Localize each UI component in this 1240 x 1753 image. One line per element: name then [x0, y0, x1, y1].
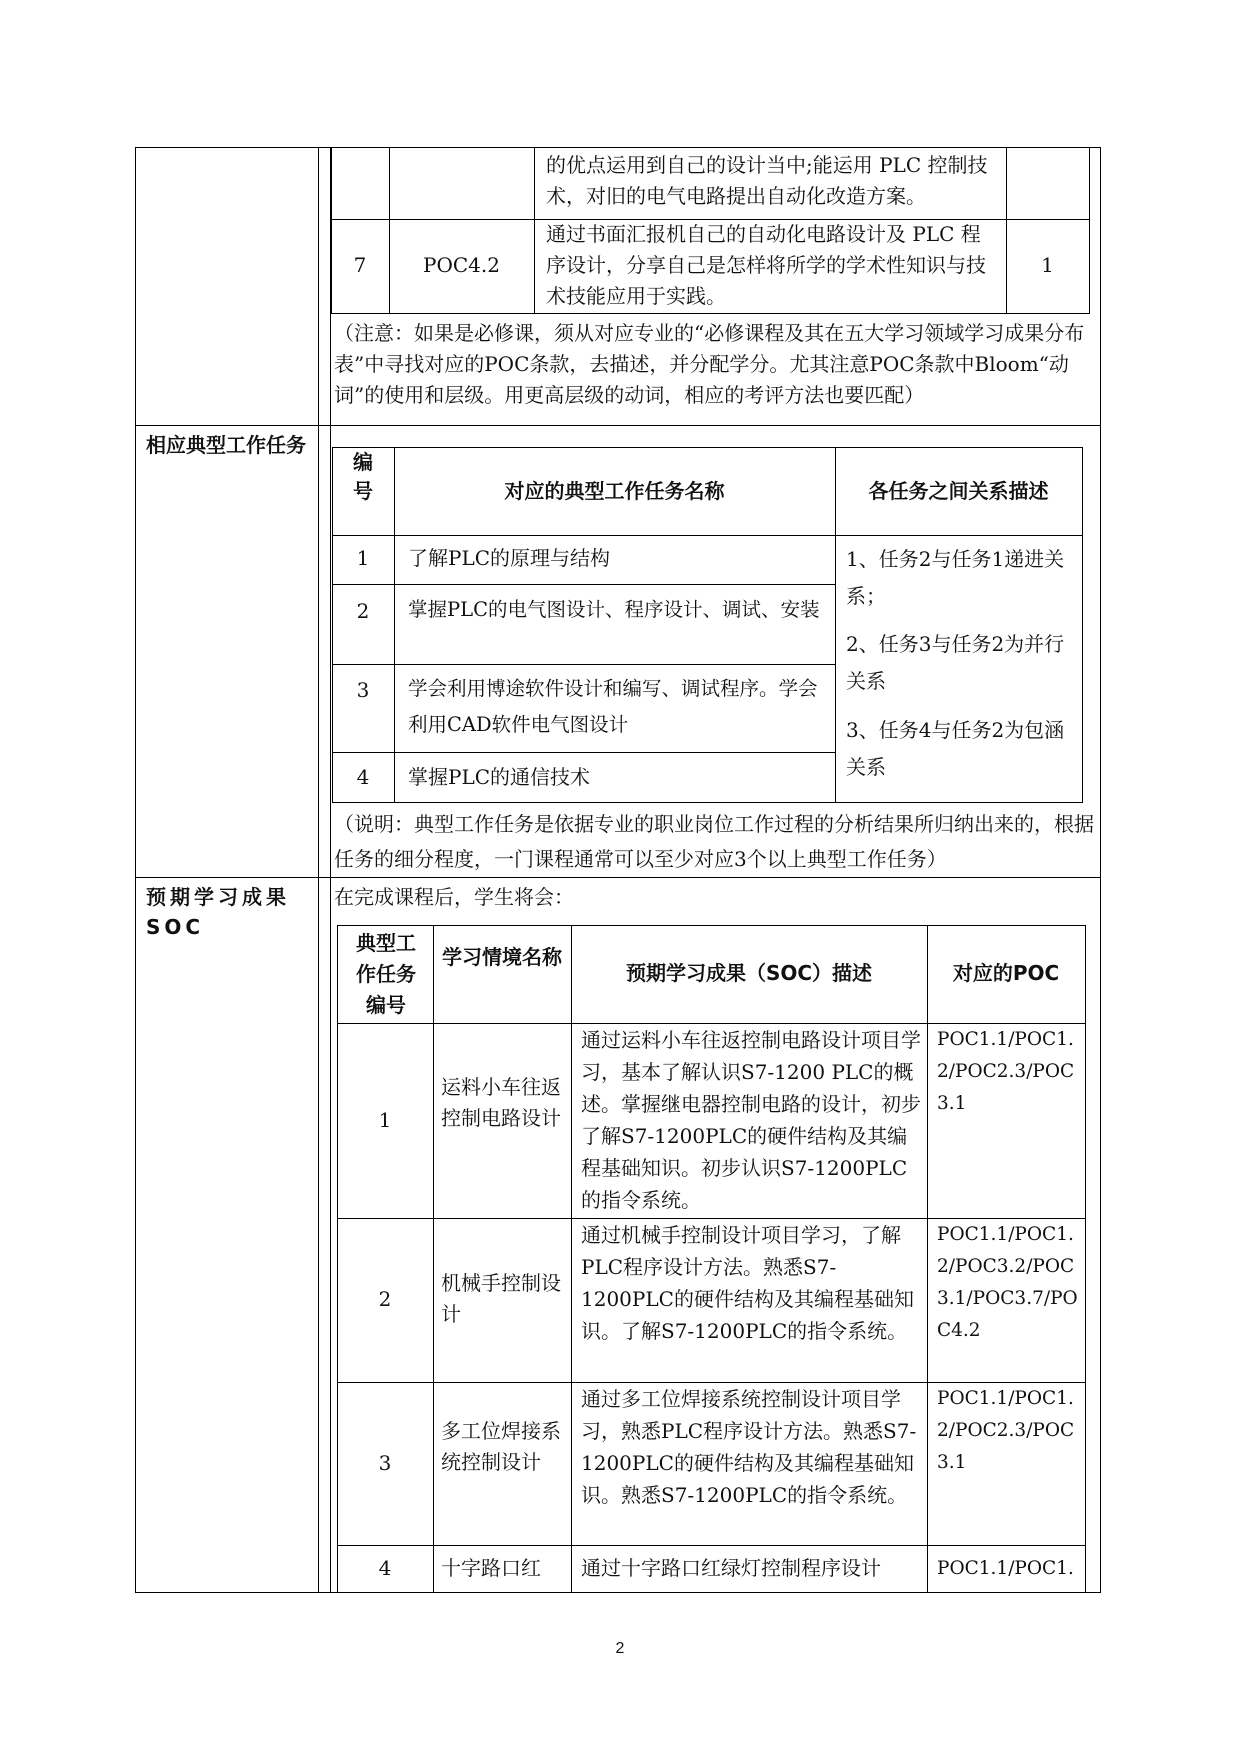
soc-intro: 在完成课程后，学生将会： [334, 885, 574, 909]
soc-task-number: 1 [378, 1108, 392, 1132]
page-number: 2 [615, 1640, 625, 1657]
work-task-number: 3 [356, 678, 370, 702]
soc-desc: 通过运料小车往返控制电路设计项目学习，基本了解认识S7-1200 PLC的概述。掌握继电器控制电路的设计，初步了解S7-1200PLC的硬件结构及其编程基础知识。初步认识S7-1200PLC的指令系统。 [581, 1028, 921, 1212]
task-relation: 3、任务4与任务2为包涵关系 [846, 718, 1065, 779]
soc-desc: 通过多工位焊接系统控制设计项目学习，熟悉PLC程序设计方法。熟悉S7-1200PLC的硬件结构及其编程基础知识。熟悉S7-1200PLC的指令系统。 [581, 1387, 917, 1507]
soc-context: 运料小车往返控制电路设计 [441, 1075, 561, 1130]
soc-header-context: 学习情境名称 [442, 945, 562, 969]
poc-row-desc: 通过书面汇报机自己的自动化电路设计及 PLC 程序设计，分享自己是怎样将所学的学术性知识与技术技能应用于实践。 [546, 222, 986, 308]
soc-task-number: 2 [378, 1287, 392, 1311]
soc-context: 十字路口红 [441, 1556, 541, 1580]
work-tasks-label: 相应典型工作任务 [146, 433, 306, 457]
poc-note: （注意：如果是必修课，须从对应专业的“必修课程及其在五大学习领域学习成果分布表”中寻找对应的POC条款，去描述，并分配学分。尤其注意POC条款中Bloom“动词”的使用和层级。用更高层级的动词，相应的考评方法也要匹配） [334, 321, 1085, 407]
poc-row-credit: 1 [1041, 253, 1054, 277]
poc-row-code: POC4.2 [423, 253, 500, 277]
work-task-name: 了解PLC的原理与结构 [408, 546, 611, 570]
soc-desc: 通过十字路口红绿灯控制程序设计 [581, 1556, 881, 1580]
soc-poc: POC1.1/POC1. [937, 1558, 1074, 1579]
poc-row-number: 7 [353, 253, 367, 277]
soc-poc: POC1.1/POC1.2/POC2.3/POC3.1 [937, 1029, 1075, 1114]
work-task-number: 1 [356, 546, 370, 570]
work-tasks-header-relation: 各任务之间关系描述 [868, 479, 1049, 503]
soc-header-poc: 对应的POC [952, 961, 1060, 985]
work-task-name: 掌握PLC的电气图设计、程序设计、调试、安装 [408, 598, 820, 621]
soc-header-task-no: 典型工作任务编号 [356, 931, 416, 1017]
work-task-name: 掌握PLC的通信技术 [408, 765, 591, 789]
work-tasks-note: （说明：典型工作任务是依据专业的职业岗位工作过程的分析结果所归纳出来的，根据任务的细分程度，一门课程通常可以至少对应3个以上典型工作任务） [334, 812, 1094, 871]
soc-label [146, 882, 314, 942]
work-task-number: 2 [356, 599, 370, 623]
work-task-name: 学会利用博途软件设计和编写、调试程序。学会利用CAD软件电气图设计 [408, 677, 818, 736]
soc-context: 机械手控制设计 [441, 1271, 561, 1326]
soc-context: 多工位焊接系统控制设计 [441, 1419, 561, 1474]
work-tasks-header-name: 对应的典型工作任务名称 [504, 479, 725, 503]
task-relation: 1、任务2与任务1递进关系； [846, 547, 1065, 608]
soc-task-number: 3 [378, 1451, 392, 1475]
soc-desc: 通过机械手控制设计项目学习，了解PLC程序设计方法。熟悉S7-1200PLC的硬件结构及其编程基础知识。了解S7-1200PLC的指令系统。 [581, 1223, 914, 1343]
poc-row-desc: 的优点运用到自己的设计当中;能运用 PLC 控制技术，对旧的电气电路提出自动化改造方案。 [546, 153, 988, 208]
soc-task-number: 4 [378, 1556, 392, 1580]
task-relation: 2、任务3与任务2为并行关系 [846, 632, 1065, 693]
soc-label-text: 预期学习成果SOC [146, 885, 290, 939]
soc-poc: POC1.1/POC1.2/POC2.3/POC3.1 [937, 1388, 1075, 1473]
soc-poc: POC1.1/POC1.2/POC3.2/POC3.1/POC3.7/POC4.2 [937, 1224, 1078, 1341]
work-tasks-header-no: 编号 [353, 450, 373, 503]
work-task-number: 4 [356, 765, 370, 789]
soc-header-desc: 预期学习成果（SOC）描述 [625, 961, 873, 985]
